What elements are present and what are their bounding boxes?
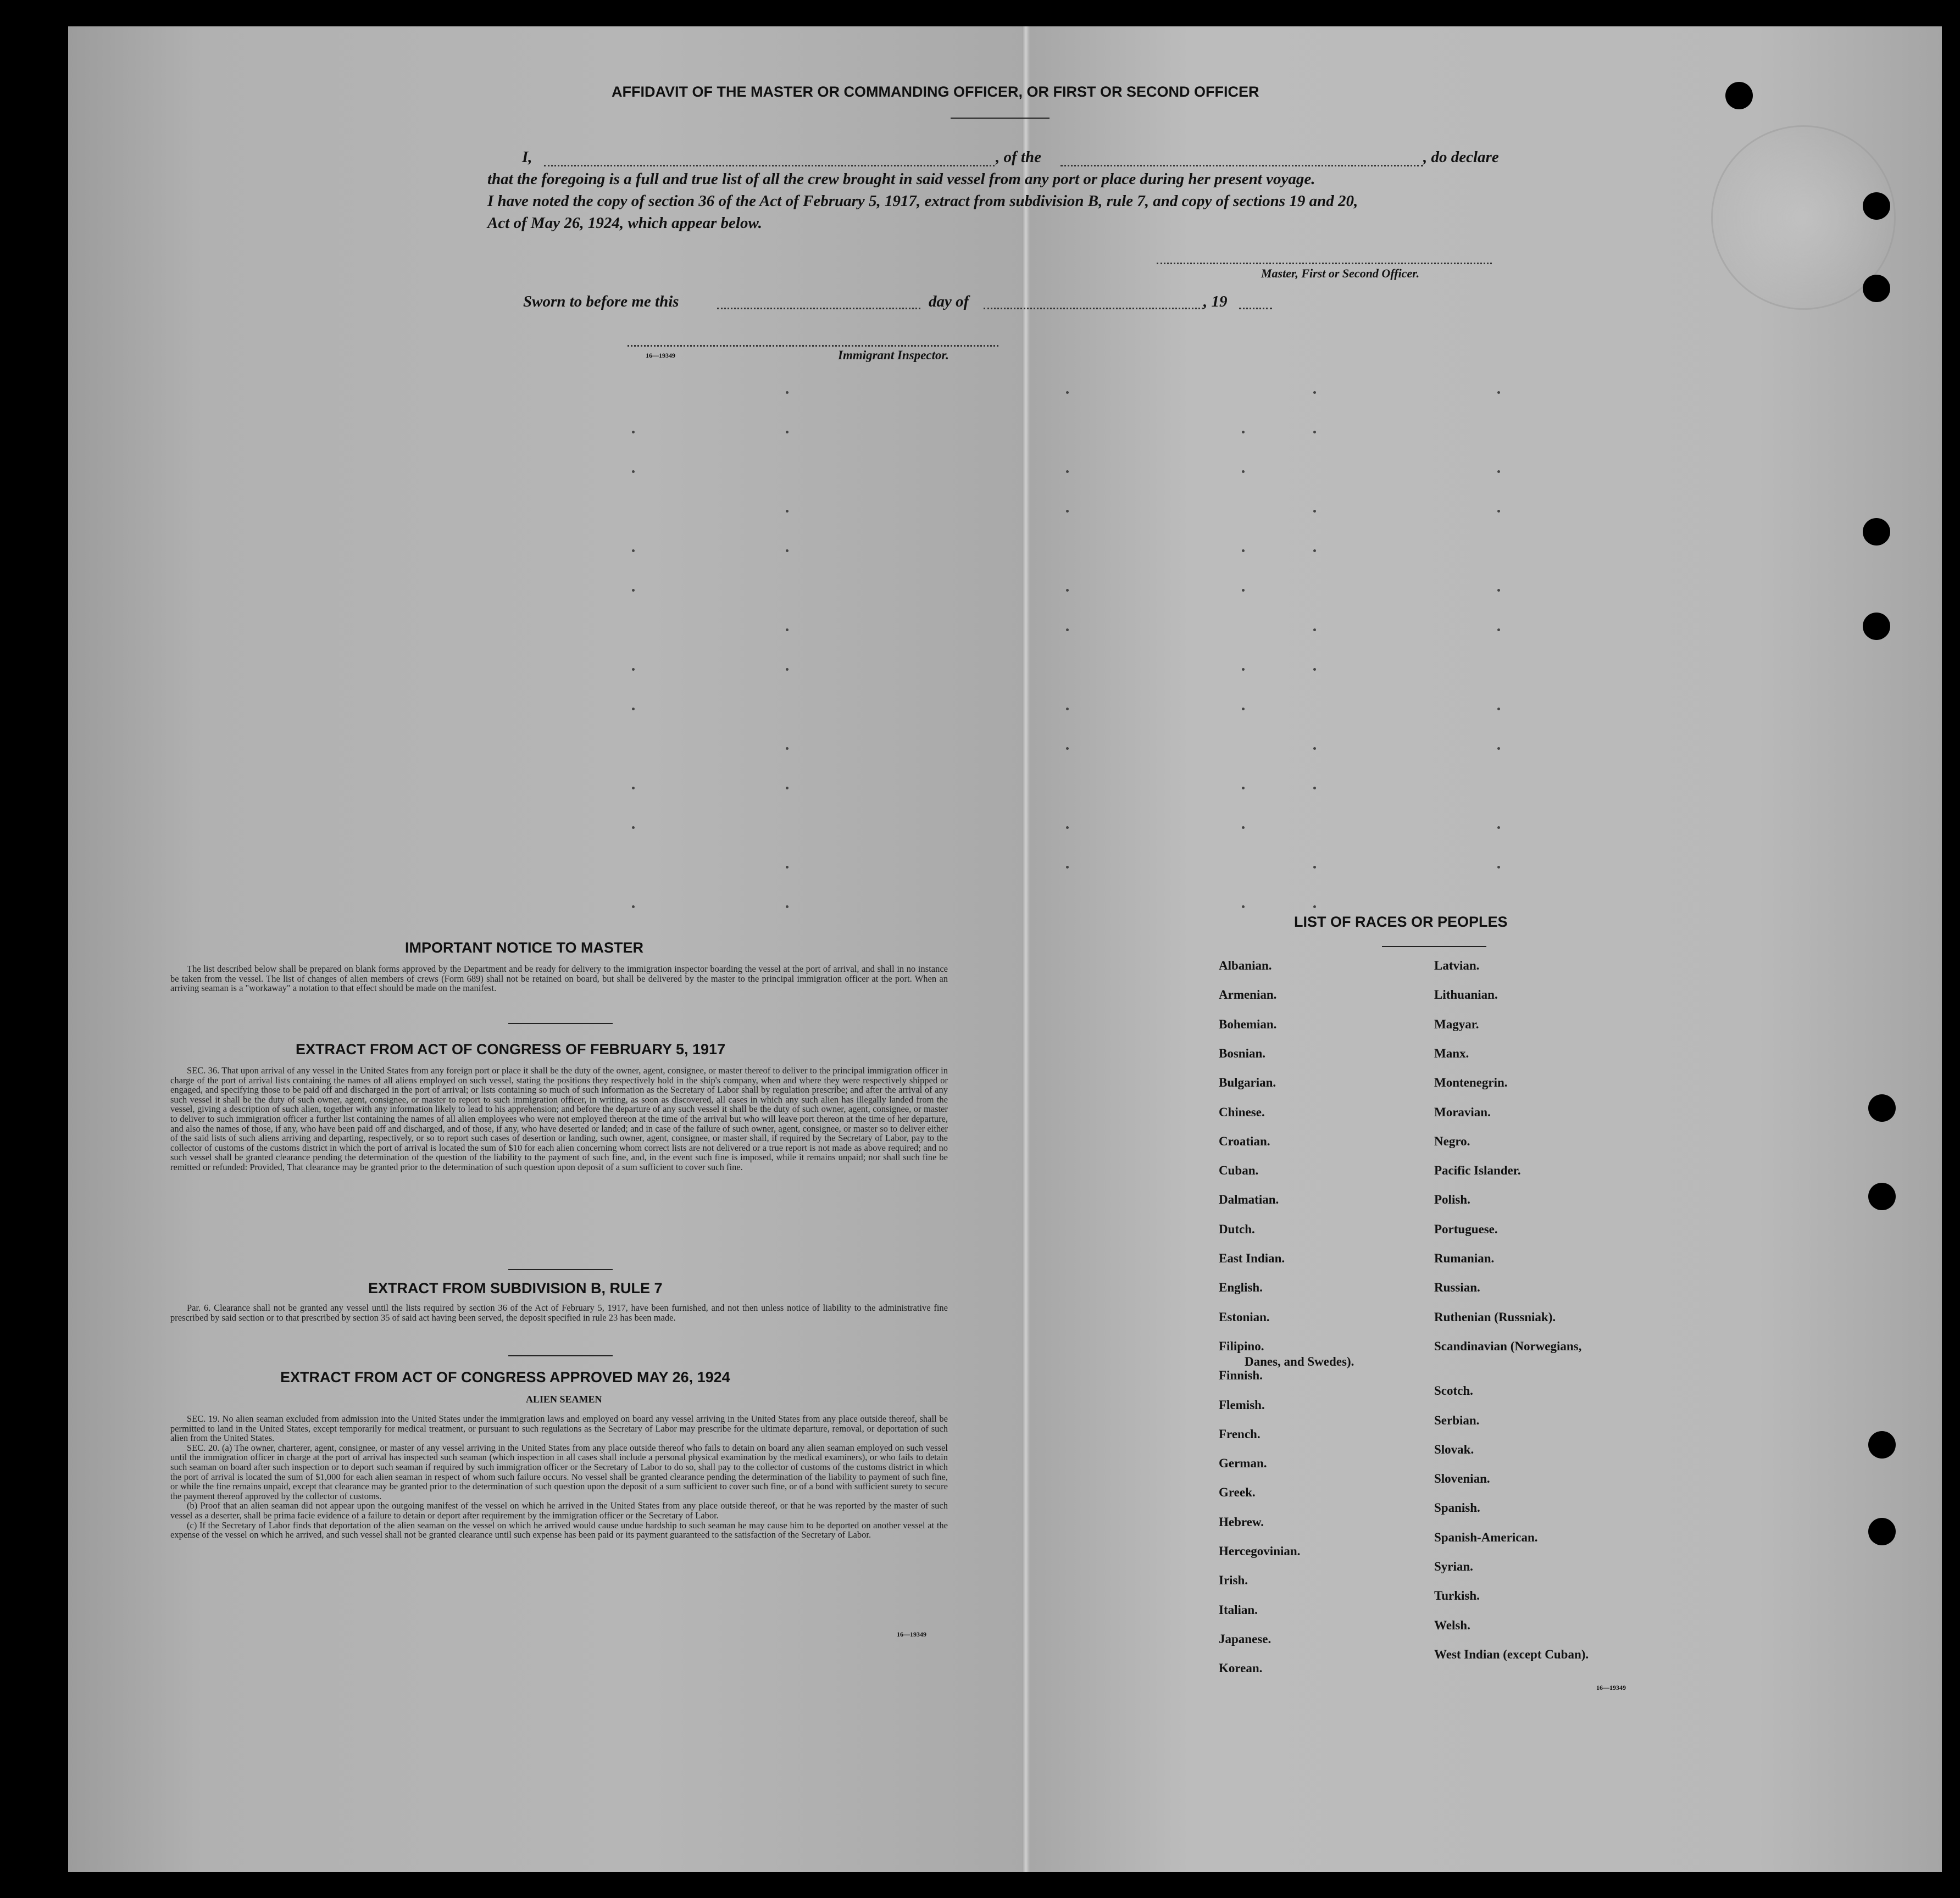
row-mark <box>632 431 635 433</box>
extract-rule7-body <box>170 1303 948 1322</box>
row-mark <box>1313 510 1316 513</box>
race-item: Italian. <box>1219 1602 1258 1617</box>
row-mark <box>786 905 789 908</box>
race-item: West Indian (except Cuban). <box>1434 1647 1589 1661</box>
race-item: Moravian. <box>1434 1105 1491 1119</box>
row-mark <box>1313 628 1316 631</box>
row-mark <box>1242 431 1245 433</box>
race-item: Welsh. <box>1434 1618 1470 1632</box>
row-mark <box>1242 826 1245 829</box>
extract-1924-body <box>170 1414 948 1540</box>
affidavit-declare: , do declare <box>1423 148 1499 166</box>
race-item: Cuban. <box>1219 1164 1259 1178</box>
row-mark <box>786 510 789 513</box>
race-item: Finnish. <box>1219 1368 1263 1383</box>
race-item: Portuguese. <box>1434 1222 1498 1236</box>
row-mark <box>632 826 635 829</box>
race-item: German. <box>1219 1456 1267 1471</box>
manifest-sheet <box>68 26 1942 1872</box>
row-mark <box>1497 470 1500 473</box>
binder-hole <box>1868 1518 1896 1545</box>
race-item: East Indian. <box>1219 1251 1285 1265</box>
race-item: Manx. <box>1434 1046 1469 1060</box>
master-signature-field[interactable] <box>1157 263 1492 264</box>
sec36-paragraph: SEC. 36. That upon arrival of any vessel in the United States from any foreign port or place it shall be the duty of the owner, agent, consignee, or master thereof to deliver to the principal immigration officer in charge of the port of arrival lists containing the names of all aliens employed on such vessel, stating the positions they respectively hold in the ship's company, when and where they were respectively shipped or engaged, and specifying those to be paid off and discharged in the port of arrival; or lists containing so much of such information as the Secretary of Labor shall by regulation prescribe; and after the arrival of any such vessel it shall be the duty of such owner, agent, consignee, or master to report to such immigration officer, in writing, as soon as discovered, all cases in which any such alien has illegally landed from the vessel, giving a description of such alien, together with any information likely to lead to his apprehension; and before the departure of any such vessel it shall be the duty of such owner, agent, consignee, or master to deliver to such immigration officer a further list containing the names of all alien employees who were not employed thereon at the time of the arrival but who will leave port thereon at the time of her departure, and also the names of those, if any, who have been paid off and discharged, and of those, if any, who have deserted or landed; and in case of the failure of such owner, agent, consignee, or master so to deliver either of the said lists of such aliens arriving and departing, respectively, or so to report such cases of desertion or landing, such owner, agent, consignee, or master shall, if required by the Secretary of Labor, pay to the collector of customs of the customs district in which the port of arrival is located the sum of $10 for each alien concerning whom correct lists are not delivered or a true report is not made as above required; and no such vessel shall be granted clearance pending the determination of the question of the liability to the payment of such fine, and, in the event such fine is imposed, while it remains unpaid; nor shall such fine be remitted or refunded: Provided, That clearance may be granted prior to the determination of such question upon deposit of a sum sufficient to cover such fine. <box>170 1065 948 1172</box>
row-mark <box>1242 708 1245 710</box>
race-item: Russian. <box>1434 1281 1480 1295</box>
race-item: Polish. <box>1434 1193 1470 1207</box>
row-mark <box>1242 668 1245 671</box>
row-mark <box>786 747 789 750</box>
race-item: Negro. <box>1434 1134 1470 1148</box>
row-mark <box>1242 589 1245 592</box>
race-item: Armenian. <box>1219 988 1277 1002</box>
sworn-label: Sworn to before me this <box>523 293 679 310</box>
row-mark <box>1497 589 1500 592</box>
row-mark <box>632 549 635 552</box>
row-mark <box>1066 628 1069 631</box>
inspector-caption: Immigrant Inspector. <box>838 348 949 362</box>
race-item: French. <box>1219 1427 1261 1441</box>
divider <box>1382 946 1486 947</box>
vessel-field[interactable] <box>1060 165 1423 166</box>
race-item: English. <box>1219 1281 1263 1295</box>
row-mark <box>786 668 789 671</box>
divider <box>951 118 1050 119</box>
binder-hole <box>1863 613 1890 640</box>
sec20c-paragraph: (c) If the Secretary of Labor finds that deportation of the alien seaman on the vessel on which he arrived would cause undue hardship to such seaman he may cause him to be deported on another vessel at the expense of the vessel on which he arrived, and such vessel shall not be granted clearance until such expense has been paid or its payment guaranteed to the satisfaction of the Secretary of Labor. <box>170 1519 948 1540</box>
year-label: , 19 <box>1203 293 1228 310</box>
row-mark <box>632 470 635 473</box>
race-item: Montenegrin. <box>1434 1076 1508 1090</box>
row-mark <box>1066 747 1069 750</box>
notice-title: IMPORTANT NOTICE TO MASTER <box>405 939 643 956</box>
sec19-paragraph: SEC. 19. No alien seaman excluded from admission into the United States under the immigration laws and employed on board any vessel arriving in the United States from any place outside thereof, shall be permitted to land in the United States, except temporarily for medical treatment, or pursuant to such regulations as the Secretary of Labor may prescribe for the ultimate departure, removal, or deportation of such alien from the United States. <box>170 1413 948 1444</box>
row-mark <box>1242 787 1245 789</box>
race-item: Turkish. <box>1434 1589 1480 1603</box>
race-item: Chinese. <box>1219 1105 1265 1119</box>
row-mark <box>1497 708 1500 710</box>
divider <box>508 1269 613 1270</box>
name-field[interactable] <box>544 165 995 166</box>
race-item: Hebrew. <box>1219 1515 1264 1529</box>
affidavit-line2: that the foregoing is a full and true list of all the crew brought in said vessel from any port or place during her present voyage. <box>487 170 1315 188</box>
row-mark <box>786 866 789 869</box>
row-mark <box>1497 628 1500 631</box>
row-mark <box>1313 787 1316 789</box>
divider <box>508 1355 613 1356</box>
race-item: Magyar. <box>1434 1017 1479 1031</box>
row-mark <box>1313 866 1316 869</box>
extract-1917-title: EXTRACT FROM ACT OF CONGRESS OF FEBRUARY 5, 1917 <box>296 1041 726 1057</box>
race-item: Danes, and Swedes). <box>1245 1354 1354 1368</box>
row-mark <box>1313 549 1316 552</box>
binder-hole <box>1868 1183 1896 1210</box>
affidavit-title: AFFIDAVIT OF THE MASTER OR COMMANDING OFFICER, OR FIRST OR SECOND OFFICER <box>612 84 1259 100</box>
row-mark <box>632 668 635 671</box>
binder-hole <box>1868 1094 1896 1122</box>
race-item: Spanish-American. <box>1434 1530 1538 1544</box>
par6-paragraph: Par. 6. Clearance shall not be granted any vessel until the lists required by section 36 of the Act of February 5, 1917, have been furnished, and not then unless notice of liability to the administrative fine prescribed by said section or to that prescribed by section 35 of said act having been served, the deposit specified in rule 23 has been made. <box>170 1303 948 1323</box>
race-item: Slovenian. <box>1434 1472 1490 1486</box>
row-mark <box>1242 549 1245 552</box>
binder-hole <box>1725 82 1753 109</box>
affidavit-i: I, <box>522 148 532 166</box>
row-mark <box>1313 668 1316 671</box>
inspector-signature-field[interactable] <box>628 345 998 347</box>
row-mark <box>632 589 635 592</box>
row-mark <box>1066 866 1069 869</box>
signature-caption: Master, First or Second Officer. <box>1261 266 1420 280</box>
page-fold <box>1022 26 1030 1872</box>
day-of-label: day of <box>929 293 969 310</box>
race-item: Croatian. <box>1219 1134 1270 1148</box>
row-mark <box>1497 391 1500 394</box>
row-mark <box>632 708 635 710</box>
row-mark <box>1497 510 1500 513</box>
sworn-day-field[interactable] <box>717 308 920 309</box>
extract-1924-title: EXTRACT FROM ACT OF CONGRESS APPROVED MAY 26, 1924 <box>280 1369 730 1385</box>
race-item: Irish. <box>1219 1573 1248 1588</box>
row-mark <box>1313 905 1316 908</box>
notice-body <box>170 964 948 993</box>
race-item: Greek. <box>1219 1485 1256 1500</box>
race-item: Spanish. <box>1434 1501 1480 1515</box>
affidavit-of-the: , of the <box>996 148 1041 166</box>
sec20b-paragraph: (b) Proof that an alien seaman did not appear upon the outgoing manifest of the vessel on which he arrived in the United States from any place outside thereof, or that he was reported by the master of such vessel as a deserter, shall be prima facie evidence of a failure to detain or deport after requirement by the immigration officer or the Secretary of Labor. <box>170 1500 948 1521</box>
race-item: Slovak. <box>1434 1442 1474 1456</box>
row-mark <box>1066 470 1069 473</box>
row-mark <box>1066 708 1069 710</box>
race-item: Scotch. <box>1434 1384 1473 1398</box>
race-item: Bulgarian. <box>1219 1076 1276 1090</box>
row-mark <box>1066 391 1069 394</box>
race-item: Syrian. <box>1434 1560 1473 1573</box>
binder-hole <box>1863 518 1890 546</box>
row-mark <box>1066 589 1069 592</box>
race-item: Hercegovinian. <box>1219 1544 1301 1558</box>
row-mark <box>786 431 789 433</box>
race-item: Bohemian. <box>1219 1017 1277 1031</box>
form-number: 16—19349 <box>646 352 675 359</box>
race-item: Estonian. <box>1219 1310 1270 1324</box>
affidavit-line4: Act of May 26, 1924, which appear below. <box>487 214 762 232</box>
row-mark <box>786 391 789 394</box>
form-number: 16—19349 <box>897 1630 926 1638</box>
race-item: Pacific Islander. <box>1434 1164 1521 1178</box>
extract-1917-body <box>170 1066 948 1172</box>
race-item: Rumanian. <box>1434 1251 1495 1265</box>
row-mark <box>1497 826 1500 829</box>
row-mark <box>1242 470 1245 473</box>
row-mark <box>632 787 635 789</box>
race-item: Latvian. <box>1434 959 1480 972</box>
affidavit-line3: I have noted the copy of section 36 of the Act of February 5, 1917, extract from subdivision B, rule 7, and copy of sections 19 and 20, <box>487 192 1358 210</box>
races-title: LIST OF RACES OR PEOPLES <box>1294 914 1508 930</box>
race-item: Dalmatian. <box>1219 1193 1279 1207</box>
binder-hole <box>1863 275 1890 302</box>
row-mark <box>786 549 789 552</box>
race-item: Bosnian. <box>1219 1046 1266 1060</box>
race-item: Serbian. <box>1434 1413 1480 1427</box>
row-mark <box>1497 866 1500 869</box>
form-number: 16—19349 <box>1596 1684 1626 1691</box>
race-item: Korean. <box>1219 1661 1263 1676</box>
race-item: Lithuanian. <box>1434 988 1498 1002</box>
row-mark <box>786 628 789 631</box>
race-item: Dutch. <box>1219 1222 1255 1236</box>
divider <box>508 1023 613 1024</box>
alien-seamen-subtitle: ALIEN SEAMEN <box>526 1394 602 1405</box>
notice-paragraph: The list described below shall be prepared on blank forms approved by the Department and be ready for delivery to the immigration inspector boarding the vessel at the port of arrival, and shall in no instance be taken from the vessel. The list of changes of alien members of crews (Form 689) shall not be retained on board, but shall be delivered by the master to the principal immigration officer at the port. When an arriving seaman is a "workaway" a notation to that effect should be made on the manifest. <box>170 964 948 994</box>
row-mark <box>1313 391 1316 394</box>
row-mark <box>1313 747 1316 750</box>
row-mark <box>1066 510 1069 513</box>
race-item: Scandinavian (Norwegians, <box>1434 1339 1582 1353</box>
binder-hole <box>1868 1431 1896 1459</box>
row-mark <box>1497 747 1500 750</box>
race-item: Flemish. <box>1219 1398 1265 1412</box>
race-item: Ruthenian (Russniak). <box>1434 1310 1556 1324</box>
binder-hole <box>1863 192 1890 220</box>
sworn-month-field[interactable] <box>984 308 1203 309</box>
row-mark <box>632 905 635 908</box>
row-mark <box>1242 905 1245 908</box>
row-mark <box>1066 826 1069 829</box>
sworn-year-field[interactable] <box>1239 308 1272 309</box>
race-item: Albanian. <box>1219 959 1272 972</box>
extract-rule7-title: EXTRACT FROM SUBDIVISION B, RULE 7 <box>368 1280 663 1296</box>
sec20a-paragraph: SEC. 20. (a) The owner, charterer, agent, consignee, or master of any vessel arriving in the United States from any place outside thereof who fails to detain on board any alien seaman employed on such vessel until the immigration officer in charge at the port of arrival has inspected such seaman (which inspection in all cases shall include a personal physical examination by the medical examiners), or who fails to detain such seaman on board after such inspection or to deport such seaman if required by such immigration officer or the Secretary of Labor to do so, shall pay to the collector of customs of the customs district in which the port of arrival is located the sum of $1,000 for each alien seaman in respect of whom such failure occurs. No vessel shall be granted clearance pending the determination of the liability to payment of such fine, or while the fine remains unpaid, except that clearance may be granted prior to the determination of such question upon the deposit of a sum sufficient to cover such fine, or of a bond with sufficient surety to secure the payment thereof approved by the collector of customs. <box>170 1442 948 1501</box>
race-item: Filipino. <box>1219 1339 1264 1353</box>
row-mark <box>786 787 789 789</box>
race-item: Japanese. <box>1219 1632 1271 1646</box>
row-mark <box>1313 431 1316 433</box>
